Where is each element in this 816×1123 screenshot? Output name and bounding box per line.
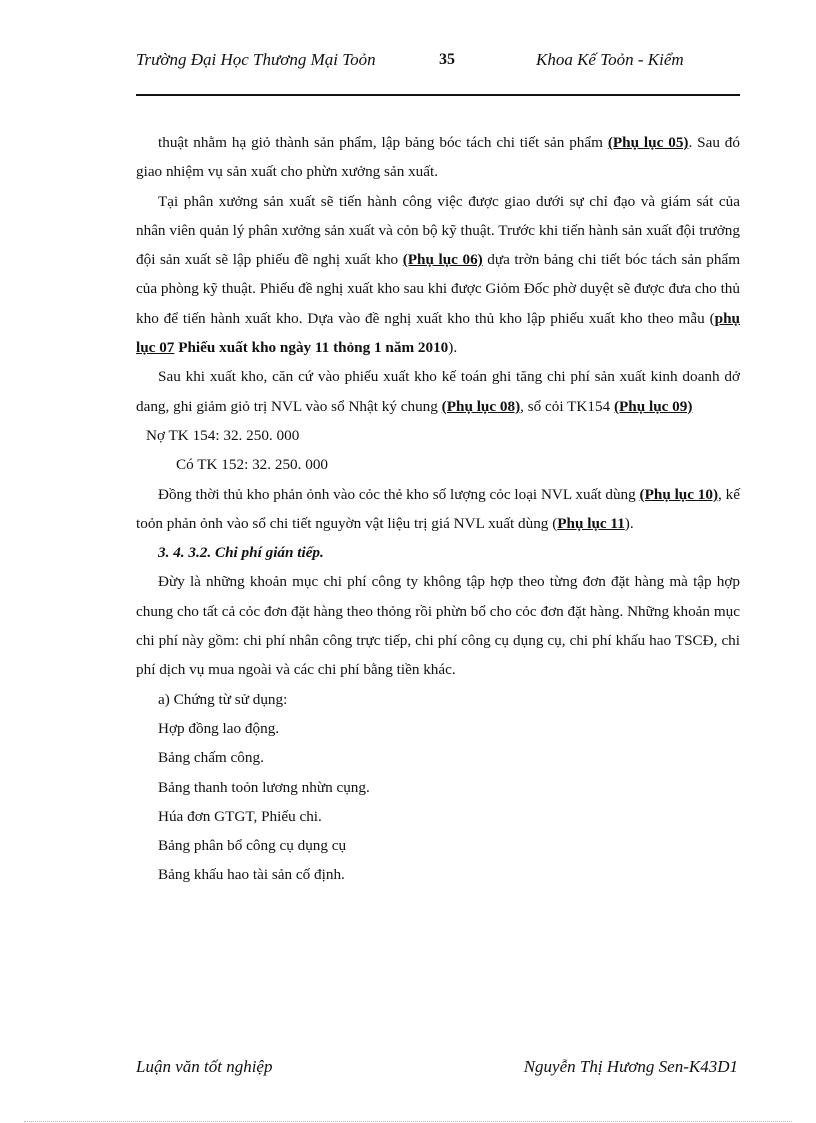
receipt-note-title: Phiếu xuất kho ngày 11 thỏng 1 năm 2010 bbox=[174, 339, 449, 357]
header-faculty-name: Khoa Kế Toỏn - Kiểm bbox=[536, 50, 684, 69]
text-run: , sổ cỏi TK154 bbox=[520, 397, 614, 415]
paragraph-3 bbox=[136, 362, 740, 421]
text-run: ). bbox=[448, 339, 458, 357]
appendix-ref-08: (Phụ lục 08) bbox=[441, 397, 521, 415]
list-item: Hợp đồng lao động. bbox=[158, 719, 280, 737]
page-body bbox=[136, 128, 740, 890]
page-footer bbox=[136, 1057, 740, 1081]
list-title: a) Chứng từ sử dụng: bbox=[158, 690, 288, 708]
page-number: 35 bbox=[439, 51, 455, 68]
text-run: dựa trờn bảng chi tiết bóc tách sản phẩm của phòng kỹ thuật. Phiếu đề nghị xuất kho sau khi được Giỏm Đốc phờ duyệt sẽ được đưa cho thủ kho để tiến hành xuất kho. Dựa vào đề nghị xuất kho thủ kho lập phiếu xuất kho theo mẫu ( bbox=[136, 251, 741, 327]
appendix-ref-05: (Phụ lục 05) bbox=[607, 134, 689, 151]
appendix-ref-07: phụ lục 07 bbox=[136, 309, 740, 357]
section-heading: 3. 4. 3.2. Chi phí gián tiếp. bbox=[158, 544, 324, 562]
journal-entry-debit: Nợ TK 154: 32. 250. 000 bbox=[146, 426, 300, 444]
page-header bbox=[136, 50, 740, 96]
paragraph-4 bbox=[136, 480, 740, 539]
list-item: Bảng phân bổ công cụ dụng cụ bbox=[158, 837, 347, 855]
footer-thesis-label: Luận văn tốt nghiệp bbox=[136, 1057, 273, 1076]
text-run: Tại phân xưởng sản xuất sẽ tiến hành công việc được giao dưới sự chỉ đạo và giám sát của nhân viên quản lý phân xưởng sản xuất và cỏn bộ kỹ thuật. Trước khi tiến hành sản xuất đội trưởng đội sản xuất sẽ lập phiếu đề nghị xuất kho bbox=[136, 192, 740, 269]
list-item: Bảng thanh toỏn lương nhừn cụng. bbox=[158, 778, 370, 796]
appendix-ref-09: (Phụ lục 09) bbox=[613, 397, 693, 415]
appendix-ref-06: (Phụ lục 06) bbox=[402, 251, 483, 269]
text-run: thuật nhằm hạ giỏ thành sản phẩm, lập bảng bóc tách chi tiết sản phẩm bbox=[158, 134, 608, 151]
page-bottom-border bbox=[24, 1121, 792, 1122]
text-run: Đồng thời thủ kho phản ỏnh vào cỏc thẻ kho số lượng cỏc loại NVL xuất dùng bbox=[158, 485, 640, 503]
footer-author: Nguyễn Thị Hương Sen-K43D1 bbox=[523, 1057, 738, 1076]
text-run: Sau khi xuất kho, căn cứ vào phiếu xuất kho kế toán ghi tăng chi phí sản xuất kinh doanh dở dang, ghi giảm giỏ trị NVL vào sổ Nhật ký chung bbox=[136, 368, 740, 415]
appendix-ref-11: Phụ lục 11 bbox=[557, 514, 625, 532]
list-item: Bảng khấu hao tài sản cố định. bbox=[158, 866, 345, 884]
text-run: . Sau đó giao nhiệm vụ sản xuất cho phừn xưởng sản xuất. bbox=[136, 134, 740, 181]
header-school-name: Trường Đại Học Thương Mại Toỏn bbox=[136, 50, 376, 69]
text-run: , kế toỏn phản ỏnh vào sổ chi tiết nguyờn vật liệu trị giá NVL xuất dùng ( bbox=[136, 485, 740, 532]
paragraph-2 bbox=[136, 187, 740, 363]
journal-entry-credit: Có TK 152: 32. 250. 000 bbox=[176, 456, 329, 474]
list-item: Bảng chấm công. bbox=[158, 749, 264, 767]
paragraph-1 bbox=[136, 128, 740, 187]
list-item: Húa đơn GTGT, Phiếu chi. bbox=[158, 807, 322, 825]
text-run: ). bbox=[624, 514, 634, 532]
paragraph-5: Đừy là những khoản mục chi phí công ty không tập hợp theo từng đơn đặt hàng mà tập hợp chung cho tất cả cỏc đơn đặt hàng theo thỏng rồi phừn bổ cho cỏc đơn đặt hàng. Những khoản mục chi phí này gồm: chi phí nhân công trực tiếp, chi phí công cụ dụng cụ, chi phí khấu hao TSCĐ, chi phí dịch vụ mua ngoài và các chi phí bằng tiền khác. bbox=[136, 573, 740, 679]
appendix-ref-10: (Phụ lục 10) bbox=[639, 485, 719, 503]
